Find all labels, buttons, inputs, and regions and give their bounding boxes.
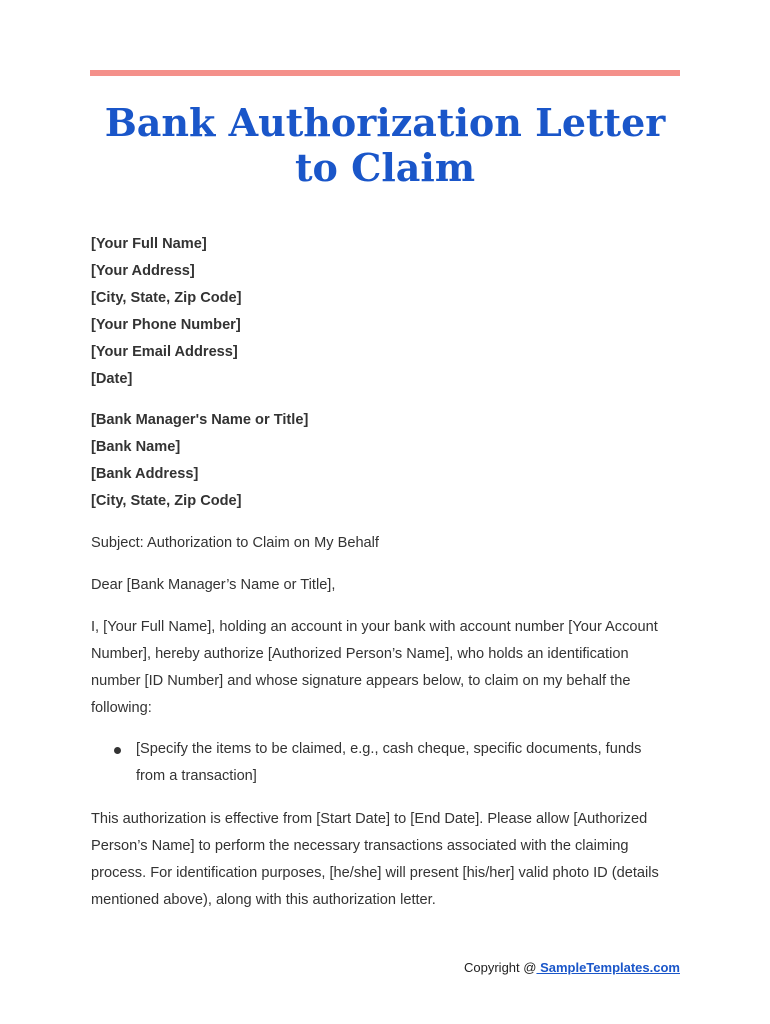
intro-paragraph: I, [Your Full Name], holding an account in your bank with account number [Your Account Number], hereby authorize [Authorized Person’s Name], who holds an identification number [ID Number] and whose signature appears below, to claim on my behalf the following:	[91, 619, 658, 716]
sampletemplates-link[interactable]: SampleTemplates.com	[536, 960, 680, 975]
subject-line: Subject: Authorization to Claim on My Behalf	[91, 535, 379, 551]
footer-copyright	[464, 960, 680, 975]
sender-line: [Your Full Name]	[91, 236, 207, 252]
recipient-address-block	[91, 407, 681, 515]
top-accent-rule	[90, 70, 680, 76]
recipient-line: [Bank Manager's Name or Title]	[91, 412, 309, 428]
sender-line: [City, State, Zip Code]	[91, 290, 242, 306]
sender-line: [Your Phone Number]	[91, 317, 241, 333]
bullet-dot-icon	[114, 747, 121, 754]
sender-line: [Your Address]	[91, 263, 195, 279]
closing-paragraph: This authorization is effective from [Start Date] to [End Date]. Please allow [Authorized Person’s Name] to perform the necessary transactions associated with the claiming process. For identification purposes, [he/she] will present [his/her] valid photo ID (details mentioned above), along with this authorization letter.	[91, 811, 659, 908]
claim-items-list	[91, 736, 681, 790]
sender-line: [Date]	[91, 371, 133, 387]
list-item-text: [Specify the items to be claimed, e.g., cash cheque, specific documents, funds from a transaction]	[136, 741, 642, 784]
recipient-line: [City, State, Zip Code]	[91, 493, 242, 509]
list-item	[91, 736, 681, 790]
copyright-text: Copyright @	[464, 960, 537, 975]
sender-line: [Your Email Address]	[91, 344, 238, 360]
recipient-line: [Bank Address]	[91, 466, 199, 482]
recipient-line: [Bank Name]	[91, 439, 181, 455]
sender-address-block	[91, 231, 681, 393]
document-title: Bank Authorization Letter to Claim	[104, 100, 666, 190]
salutation: Dear [Bank Manager’s Name or Title],	[91, 577, 336, 593]
